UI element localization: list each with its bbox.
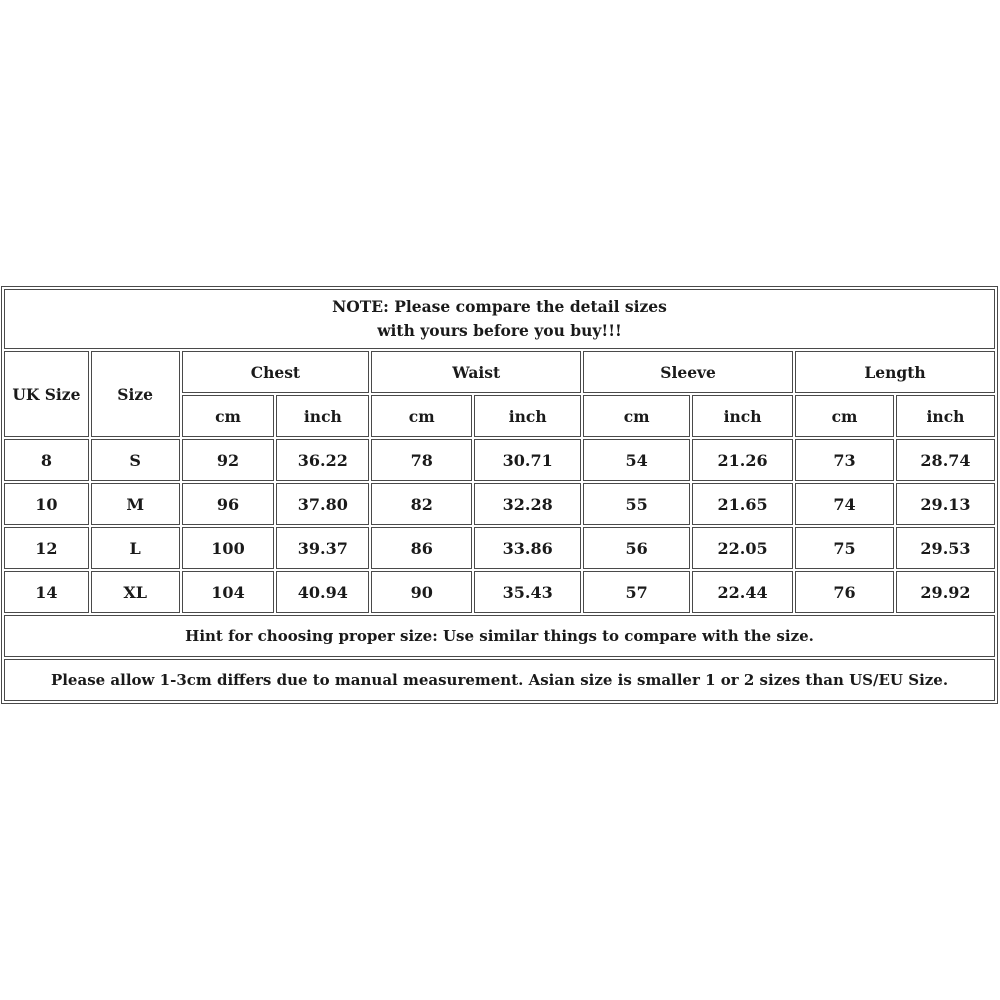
- size-chart-table: [1, 286, 998, 704]
- cell-length-cm: 74: [795, 483, 894, 525]
- header-chest: Chest: [182, 351, 370, 393]
- cell-chest-cm: 100: [182, 527, 275, 569]
- cell-chest-inch: 39.37: [276, 527, 369, 569]
- unit-chest-cm: cm: [182, 395, 275, 437]
- table-row: [4, 483, 995, 525]
- cell-chest-inch: 40.94: [276, 571, 369, 613]
- cell-waist-inch: 32.28: [474, 483, 581, 525]
- cell-waist-cm: 86: [371, 527, 472, 569]
- cell-uk-size: 8: [4, 439, 89, 481]
- cell-waist-inch: 35.43: [474, 571, 581, 613]
- table-row: [4, 439, 995, 481]
- allow-cell: Please allow 1-3cm differs due to manual measurement. Asian size is smaller 1 or 2 sizes than US/EU Size.: [4, 659, 995, 701]
- cell-waist-cm: 90: [371, 571, 472, 613]
- cell-sleeve-cm: 56: [583, 527, 690, 569]
- cell-size: L: [91, 527, 180, 569]
- cell-length-inch: 29.13: [896, 483, 995, 525]
- cell-size: XL: [91, 571, 180, 613]
- header-uk-size: UK Size: [4, 351, 89, 437]
- unit-sleeve-cm: cm: [583, 395, 690, 437]
- cell-waist-inch: 30.71: [474, 439, 581, 481]
- cell-uk-size: 10: [4, 483, 89, 525]
- cell-sleeve-inch: 21.26: [692, 439, 793, 481]
- cell-length-inch: 29.92: [896, 571, 995, 613]
- cell-chest-inch: 36.22: [276, 439, 369, 481]
- cell-chest-cm: 96: [182, 483, 275, 525]
- cell-waist-cm: 78: [371, 439, 472, 481]
- note-line-1: NOTE: Please compare the detail sizes: [332, 297, 667, 316]
- header-waist: Waist: [371, 351, 581, 393]
- note-cell: [4, 289, 995, 349]
- table-row: [4, 527, 995, 569]
- cell-sleeve-cm: 57: [583, 571, 690, 613]
- unit-length-inch: inch: [896, 395, 995, 437]
- cell-length-cm: 76: [795, 571, 894, 613]
- cell-chest-cm: 104: [182, 571, 275, 613]
- cell-size: M: [91, 483, 180, 525]
- header-length: Length: [795, 351, 995, 393]
- cell-length-cm: 75: [795, 527, 894, 569]
- cell-sleeve-inch: 22.44: [692, 571, 793, 613]
- cell-size: S: [91, 439, 180, 481]
- cell-length-inch: 29.53: [896, 527, 995, 569]
- cell-chest-inch: 37.80: [276, 483, 369, 525]
- cell-uk-size: 12: [4, 527, 89, 569]
- unit-sleeve-inch: inch: [692, 395, 793, 437]
- unit-waist-inch: inch: [474, 395, 581, 437]
- unit-waist-cm: cm: [371, 395, 472, 437]
- header-size: Size: [91, 351, 180, 437]
- cell-waist-inch: 33.86: [474, 527, 581, 569]
- note-line-2: with yours before you buy!!!: [377, 321, 622, 340]
- unit-length-cm: cm: [795, 395, 894, 437]
- cell-chest-cm: 92: [182, 439, 275, 481]
- cell-sleeve-cm: 54: [583, 439, 690, 481]
- cell-length-inch: 28.74: [896, 439, 995, 481]
- hint-cell: Hint for choosing proper size: Use similar things to compare with the size.: [4, 615, 995, 657]
- cell-uk-size: 14: [4, 571, 89, 613]
- cell-length-cm: 73: [795, 439, 894, 481]
- cell-sleeve-inch: 21.65: [692, 483, 793, 525]
- table-row: [4, 571, 995, 613]
- header-sleeve: Sleeve: [583, 351, 793, 393]
- cell-sleeve-inch: 22.05: [692, 527, 793, 569]
- cell-sleeve-cm: 55: [583, 483, 690, 525]
- unit-chest-inch: inch: [276, 395, 369, 437]
- cell-waist-cm: 82: [371, 483, 472, 525]
